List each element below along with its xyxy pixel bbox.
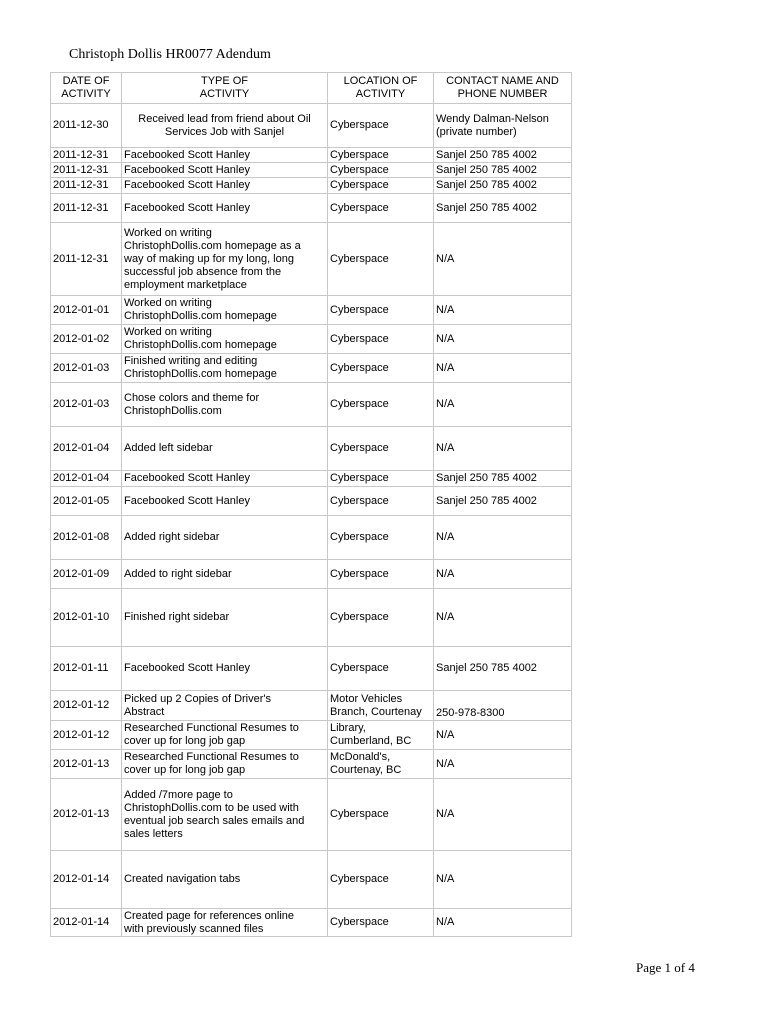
contact-cell [434,148,572,163]
cell-line: Facebooked Scott Hanley [124,201,250,214]
activity-type-cell [122,223,328,296]
header-type-of-activity [122,73,328,104]
activity-location-cell [328,647,434,691]
table-row [51,750,572,779]
table-row [51,296,572,325]
cell-line: Worked on writing [124,226,212,239]
header-date-of-activity [51,73,122,104]
cell-line: Created navigation tabs [124,873,241,885]
cell-line: Facebooked Scott Hanley [124,494,250,507]
activity-location-cell [328,354,434,383]
cell-line: N/A [436,332,455,345]
cell-line: cover up for long job gap [124,764,246,776]
activity-location-cell [328,427,434,471]
cell-line: Received lead from friend about Oil [138,112,311,125]
contact-cell [434,909,572,937]
cell-line: ChristophDollis.com homepage [124,339,277,351]
contact-cell [434,691,572,721]
table-row [51,427,572,471]
cell-line: eventual job search sales emails and [124,814,305,827]
activity-type-cell [122,691,328,721]
table-row [51,194,572,223]
cell-line: Finished writing and editing [124,355,258,367]
activity-location-cell [328,194,434,223]
cell-line: Cumberland, BC [330,735,412,747]
date-cell: 2012-01-04 [51,427,122,471]
cell-line: N/A [436,303,455,316]
contact-cell [434,750,572,779]
header-location-of-activity [328,73,434,104]
date-cell: 2012-01-14 [51,851,122,909]
contact-cell [434,354,572,383]
cell-line: Cyberspace [330,611,389,623]
cell-line: Added right sidebar [124,531,220,543]
cell-line: N/A [436,611,455,623]
activity-location-cell [328,487,434,516]
cell-line: Facebooked Scott Hanley [124,148,250,161]
contact-cell [434,721,572,750]
date-cell: 2012-01-01 [51,296,122,325]
cell-line: N/A [436,808,455,820]
cell-line: Cyberspace [330,472,389,484]
date-cell: 2012-01-11 [51,647,122,691]
date-cell: 2011-12-31 [51,148,122,163]
cell-line: Cyberspace [330,662,389,674]
cell-line: Cyberspace [330,873,389,885]
cell-line: Researched Functional Resumes to [124,751,299,763]
cell-line: Motor Vehicles [330,692,403,705]
cell-line: Cyberspace [330,332,389,345]
cell-line: Sanjel 250 785 4002 [436,201,537,214]
date-cell: 2012-01-13 [51,750,122,779]
table-row [51,148,572,163]
activity-location-cell [328,163,434,178]
contact-cell [434,647,572,691]
cell-line: Facebooked Scott Hanley [124,179,250,191]
date-cell: 2012-01-12 [51,691,122,721]
cell-line: Courtenay, BC [330,764,402,776]
activity-location-cell [328,223,434,296]
cell-line: Cyberspace [330,567,389,580]
cell-line: ChristophDollis.com homepage [124,310,277,322]
date-cell: 2011-12-31 [51,178,122,194]
cell-line: Sanjel 250 785 4002 [436,472,537,484]
cell-line: Worked on writing [124,297,212,309]
date-cell: 2012-01-08 [51,516,122,560]
cell-line: N/A [436,728,455,741]
cell-line: Cyberspace [330,179,389,191]
activity-location-cell [328,560,434,589]
cell-line: Cyberspace [330,252,389,265]
cell-line: Sanjel 250 785 4002 [436,662,537,674]
header-line: ACTIVITY [199,88,250,100]
cell-line: Chose colors and theme for [124,391,260,404]
table-row [51,516,572,560]
cell-line: successful job absence from the [124,265,282,278]
header-line: ACTIVITY [355,88,406,100]
cell-line: N/A [436,531,455,543]
cell-line: Finished right sidebar [124,611,230,623]
cell-line: Cyberspace [330,148,389,161]
cell-line: N/A [436,361,455,374]
activity-type-cell [122,354,328,383]
cell-line: McDonald's, [330,751,391,763]
contact-cell [434,560,572,589]
activity-location-cell [328,383,434,427]
contact-cell [434,163,572,178]
cell-line: (private number) [436,125,517,138]
activity-type-cell [122,148,328,163]
cell-line: Facebooked Scott Hanley [124,662,250,674]
contact-cell [434,178,572,194]
cell-line: N/A [436,442,455,454]
cell-line: Cyberspace [330,442,389,454]
date-cell: 2012-01-10 [51,589,122,647]
cell-line: with previously scanned files [124,922,264,935]
table-row [51,104,572,148]
activity-type-cell [122,909,328,937]
table-row [51,851,572,909]
cell-line: Cyberspace [330,361,389,374]
table-row [51,647,572,691]
cell-line: Added to right sidebar [124,567,232,580]
activity-location-cell [328,750,434,779]
date-cell: 2011-12-31 [51,223,122,296]
cell-line: Cyberspace [330,398,389,410]
cell-line: Cyberspace [330,163,389,176]
activity-type-cell [122,750,328,779]
cell-line: Cyberspace [330,808,389,820]
activity-type-cell [122,163,328,178]
cell-line: N/A [436,252,455,265]
activity-location-cell [328,691,434,721]
cell-line: Cyberspace [330,916,389,928]
activity-location-cell [328,148,434,163]
cell-line: Cyberspace [330,303,389,316]
cell-line: Added left sidebar [124,442,213,454]
cell-line: Added /7more page to [124,788,233,801]
table-row [51,589,572,647]
date-cell: 2012-01-03 [51,354,122,383]
contact-cell [434,325,572,354]
cell-line: cover up for long job gap [124,735,246,747]
table-row [51,721,572,750]
cell-line: ChristophDollis.com [124,404,222,417]
header-line: TYPE OF [200,75,249,87]
cell-line: N/A [436,916,455,928]
contact-cell [434,223,572,296]
date-cell: 2012-01-04 [51,471,122,487]
activity-type-cell [122,516,328,560]
activity-location-cell [328,471,434,487]
contact-cell [434,194,572,223]
header-contact-name-and-phone [434,73,572,104]
cell-line: way of making up for my long, long [124,252,294,265]
document-title: Christoph Dollis HR0077 Adendum [69,47,271,62]
activity-log-table [50,72,572,937]
cell-line: Picked up 2 Copies of Driver's [124,692,271,705]
date-cell: 2012-01-14 [51,909,122,937]
activity-type-cell [122,647,328,691]
activity-location-cell [328,909,434,937]
cell-line: employment marketplace [124,278,247,291]
date-cell: 2011-12-30 [51,104,122,148]
activity-type-cell [122,194,328,223]
activity-location-cell [328,721,434,750]
activity-type-cell [122,471,328,487]
activity-location-cell [328,851,434,909]
activity-type-cell [122,427,328,471]
cell-line: Abstract [124,705,165,718]
cell-line: N/A [436,757,455,770]
cell-line: Facebooked Scott Hanley [124,472,250,484]
activity-location-cell [328,779,434,851]
header-line: DATE OF [62,75,110,87]
contact-cell [434,296,572,325]
cell-line: Sanjel 250 785 4002 [436,148,537,161]
table-row [51,223,572,296]
header-line: CONTACT NAME AND [446,75,559,87]
date-cell: 2011-12-31 [51,194,122,223]
activity-type-cell [122,104,328,148]
table-row [51,560,572,589]
activity-location-cell [328,178,434,194]
cell-line: Sanjel 250 785 4002 [436,494,537,507]
activity-type-cell [122,851,328,909]
page-number: Page 1 of 4 [636,960,695,975]
cell-line: Library, [330,722,366,734]
contact-cell [434,851,572,909]
activity-type-cell [122,383,328,427]
cell-line: ChristophDollis.com homepage as a [124,239,301,252]
table-row [51,383,572,427]
contact-cell [434,487,572,516]
cell-line: ChristophDollis.com homepage [124,368,277,380]
contact-cell [434,383,572,427]
cell-line: Cyberspace [330,201,389,214]
cell-line: Services Job with Sanjel [164,125,285,138]
activity-location-cell [328,589,434,647]
table-row [51,691,572,721]
cell-line: Facebooked Scott Hanley [124,163,250,176]
cell-line: N/A [436,567,455,580]
cell-line: Sanjel 250 785 4002 [436,163,537,176]
date-cell: 2012-01-05 [51,487,122,516]
activity-type-cell [122,296,328,325]
cell-line: Cyberspace [330,119,389,131]
header-line: PHONE NUMBER [457,88,548,100]
cell-line: ChristophDollis.com to be used with [124,801,299,814]
activity-type-cell [122,178,328,194]
activity-type-cell [122,779,328,851]
cell-line: sales letters [124,827,183,840]
date-cell: 2012-01-03 [51,383,122,427]
cell-line: Cyberspace [330,494,389,507]
table-row [51,471,572,487]
table-row [51,354,572,383]
contact-cell [434,471,572,487]
contact-cell [434,427,572,471]
cell-line: N/A [436,873,455,885]
table-row [51,909,572,937]
table-header-row [51,73,572,104]
activity-location-cell [328,325,434,354]
date-cell: 2012-01-02 [51,325,122,354]
contact-cell [434,516,572,560]
header-line: ACTIVITY [61,88,111,100]
cell-line: Branch, Courtenay [330,705,422,718]
table-row [51,487,572,516]
activity-location-cell [328,516,434,560]
cell-line: Researched Functional Resumes to [124,722,299,734]
date-cell: 2012-01-12 [51,721,122,750]
table-body [51,104,572,937]
activity-type-cell [122,721,328,750]
date-cell: 2012-01-09 [51,560,122,589]
contact-cell [434,104,572,148]
activity-type-cell [122,487,328,516]
cell-line: 250-978-8300 [436,707,505,719]
cell-line: Wendy Dalman-Nelson [436,112,549,125]
activity-location-cell [328,104,434,148]
header-line: LOCATION OF [343,75,418,87]
contact-cell [434,779,572,851]
cell-line: Created page for references online [124,909,294,922]
table-row [51,325,572,354]
table-row [51,779,572,851]
table-row [51,178,572,194]
date-cell: 2011-12-31 [51,163,122,178]
date-cell: 2012-01-13 [51,779,122,851]
cell-line: N/A [436,398,455,410]
cell-line: Cyberspace [330,531,389,543]
contact-cell [434,589,572,647]
table-row [51,163,572,178]
activity-type-cell [122,589,328,647]
activity-type-cell [122,560,328,589]
cell-line: Worked on writing [124,326,212,338]
cell-line: Sanjel 250 785 4002 [436,179,537,191]
activity-type-cell [122,325,328,354]
activity-location-cell [328,296,434,325]
